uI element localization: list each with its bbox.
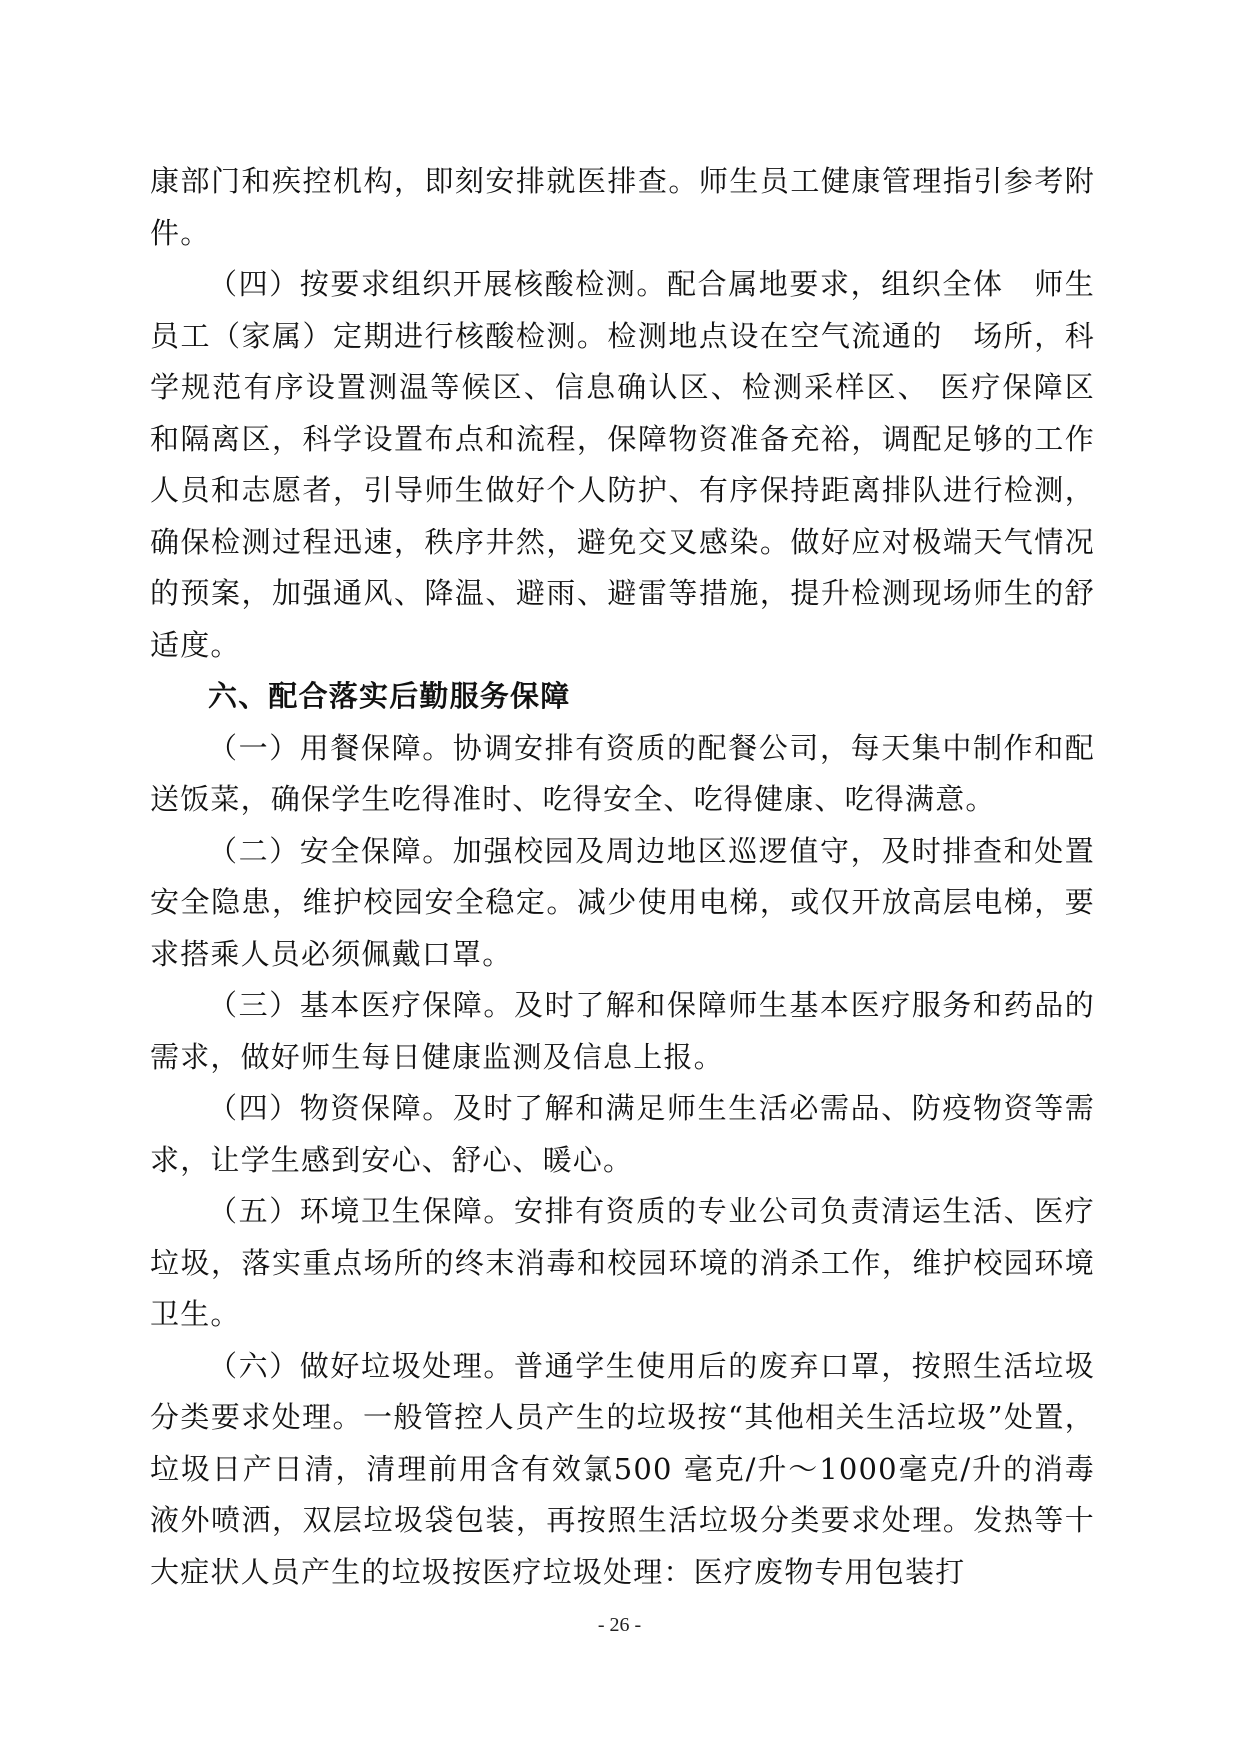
paragraph-meal-support: （一）用餐保障。协调安排有资质的配餐公司，每天集中制作和配送饭菜，确保学生吃得准时、吃得安全、吃得健康、吃得满意。 (150, 730, 1095, 816)
paragraph-sanitation-support: （五）环境卫生保障。安排有资质的专业公司负责清运生活、医疗垃圾，落实重点场所的终末消毒和校园环境的消杀工作，维护校园环境卫生。 (150, 1194, 1095, 1331)
paragraph-continuation: 康部门和疾控机构，即刻安排就医排查。师生员工健康管理指引参考附件。 (150, 164, 1095, 250)
page-number: - 26 - (597, 1614, 642, 1636)
paragraph-medical-support: （三）基本医疗保障。及时了解和保障师生基本医疗服务和药品的需求，做好师生每日健康监测及信息上报。 (150, 988, 1095, 1074)
paragraph-safety-support: （二）安全保障。加强校园及周边地区巡逻值守，及时排查和处置安全隐患，维护校园安全稳定。减少使用电梯，或仅开放高层电梯，要求搭乘人员必须佩戴口罩。 (150, 833, 1095, 971)
body-text (150, 156, 1095, 1598)
section-heading-logistics: 六、配合落实后勤服务保障 (208, 679, 571, 713)
paragraph-waste-handling: （六）做好垃圾处理。普通学生使用后的废弃口罩，按照生活垃圾分类要求处理。一般管控人员产生的垃圾按“其他相关生活垃圾”处置，垃圾日产日清，清理前用含有效氯500 毫克/升～1000毫克/升的消毒液外喷洒，双层垃圾袋包装，再按照生活垃圾分类要求处理。发热等十大症状人员产生的垃圾按医疗垃圾处理：医疗废物专用包装打 (150, 1348, 1095, 1589)
paragraph-nucleic-acid-testing: （四）按要求组织开展核酸检测。配合属地要求，组织全体 师生员工（家属）定期进行核酸检测。检测地点设在空气流通的 场所，科学规范有序设置测温等候区、信息确认区、检测采样区、 医疗保障区和隔离区，科学设置布点和流程，保障物资准备充裕，调配足够的工作人员和志愿者，引导师生做好个人防护、有序保持距离排队进行检测，确保检测过程迅速，秩序井然，避免交叉感染。做好应对极端天气情况的预案，加强通风、降温、避雨、避雷等措施，提升检测现场师生的舒适度。 (150, 267, 1095, 662)
paragraph-supplies-support: （四）物资保障。及时了解和满足师生生活必需品、防疫物资等需求，让学生感到安心、舒心、暖心。 (150, 1091, 1095, 1177)
